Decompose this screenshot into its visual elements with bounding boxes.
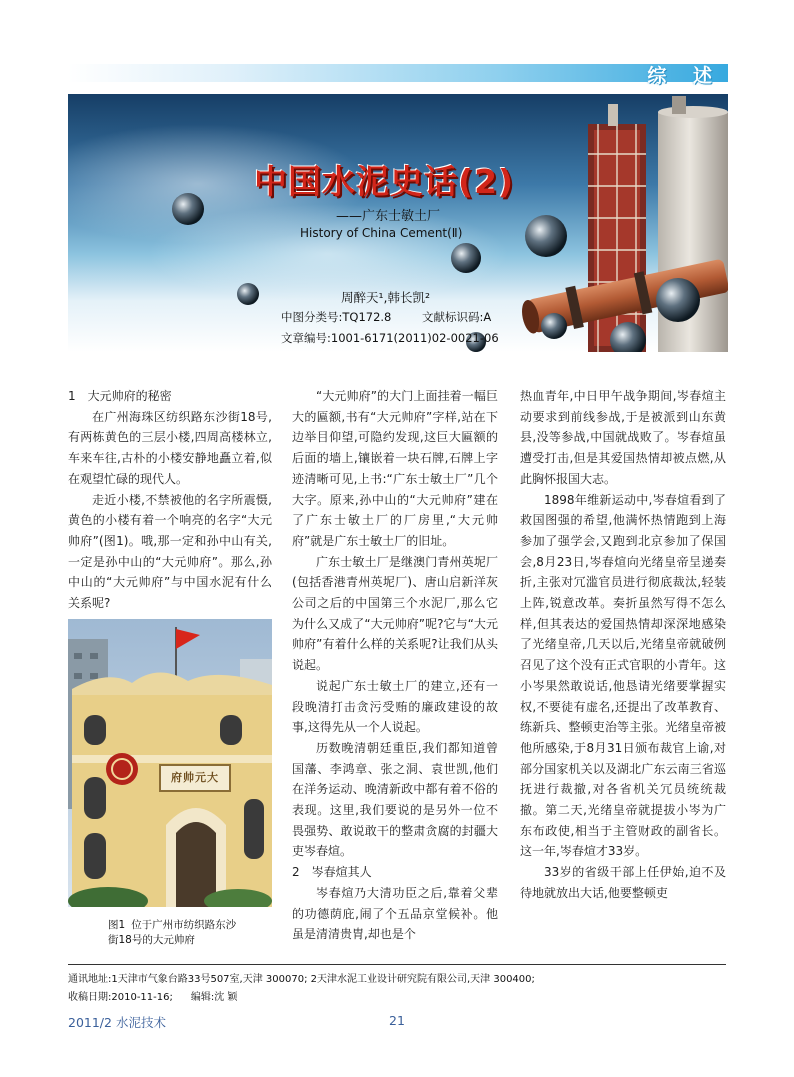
footnote-dates xyxy=(68,988,237,1003)
paragraph: 走近小楼,不禁被他的名字所震慑,黄色的小楼有着一个响亮的名字“大元帅府”(图1)。哦,那一定和孙中山有关,一定是孙中山的“大元帅府”。那么,孙中山的“大元帅府”与中国水泥有什么关系呢? xyxy=(68,492,272,611)
column-3 xyxy=(520,386,726,904)
section-header-bar xyxy=(68,64,728,87)
sphere-decoration xyxy=(541,313,567,339)
paragraph: 历数晚清朝廷重臣,我们都知道曾国藩、李鸿章、张之洞、袁世凯,他们在洋务运动、晚清新政中都有着不俗的表现。这里,我们要说的是另外一位不畏强势、敢说敢干的整肃贪腐的封疆大吏岑春煊。 xyxy=(292,740,498,859)
figure-1-photo xyxy=(68,619,272,907)
sphere-decoration xyxy=(237,283,259,305)
editor: 编辑:沈 颖 xyxy=(190,992,238,1003)
sphere-decoration xyxy=(451,243,481,273)
page-number: 21 xyxy=(389,1013,405,1028)
journal-footer: 2011/2 水泥技术 xyxy=(68,1015,166,1030)
paragraph: “大元帅府”的大门上面挂着一幅巨大的匾额,书有“大元帅府”字样,站在下边举目仰望,可隐约发现,这巨大匾额的后面的墙上,镶嵌着一块石牌,石牌上字迹清晰可见,上书:“广东士敏土厂”几个大字。原来,孙中山的“大元帅府”建在了广东士敏土厂的厂房里,“大元帅府”就是广东士敏土厂的旧址。 xyxy=(292,389,498,548)
section-tag: 综 述 xyxy=(647,65,722,87)
article-number: 文章编号:1001-6171(2011)02-0021-06 xyxy=(281,331,499,345)
article-subtitle: ——广东士敏土厂 xyxy=(336,209,441,224)
paragraph: 广东士敏土厂是继澳门青州英坭厂(包括香港青州英坭厂)、唐山启新洋灰公司之后的中国第三个水泥厂,那么它为什么又成了“大元帅府”呢?它与“大元帅府”有着什么样的关系呢?让我们从头说起。 xyxy=(292,554,498,673)
figure-caption xyxy=(108,918,238,948)
paragraph: 在广州海珠区纺织路东沙街18号,有两栋黄色的三层小楼,四周高楼林立,车来车往,古朴的小楼安静地矗立着,似在观望忙碌的现代人。 xyxy=(68,409,272,486)
classification-number: 中图分类号:TQ172.8 xyxy=(281,310,392,324)
title-banner xyxy=(68,94,728,352)
column-2 xyxy=(292,386,498,945)
sphere-decoration xyxy=(656,278,700,322)
paragraph: 说起广东士敏土厂的建立,还有一段晚清打击贪污受贿的廉政建设的故事,这得先从一个人说起。 xyxy=(292,678,498,735)
building-illustration xyxy=(68,619,272,907)
figure-label: 图1 xyxy=(108,919,126,931)
paragraph: 33岁的省级干部上任伊始,迫不及待地就放出大话,他要整顿吏 xyxy=(520,865,726,900)
sphere-decoration xyxy=(172,193,204,225)
paragraph: 1898年维新运动中,岑春煊看到了救国图强的希望,他满怀热情跑到上海参加了强学会,又跑到北京参加了保国会,8月23日,岑春煊向光绪皇帝呈递奏折,主张对冗滥官员进行彻底裁汰,轻装上阵,锐意改革。奏折虽然写得不怎么样,但其表达的爱国热情却深深地感染了光绪皇帝,几天以后,光绪皇帝就破例召见了这个没有正式官职的小青年。这小岑果然敢说话,他恳请光绪要掌握实权,不要徒有虚名,还提出了改革教育、练新兵、整顿吏治等主张。光绪皇帝被他所感染,于8月31日颁布裁官上谕,对部分国家机关以及湖北广东云南三省巡抚进行裁撤,对各省机关冗员统统裁撤。第二天,光绪皇帝就提拔小岑为广东布政使,相当于主管财政的副省长。这一年,岑春煊才33岁。 xyxy=(520,492,726,859)
column-1 xyxy=(68,386,272,614)
paragraph: 热血青年,中日甲午战争期间,岑春煊主动要求到前线参战,于是被派到山东黄县,没等参战,中国就战败了。岑春煊虽遭受打击,但是其爱国热情却被点燃,从此胸怀报国大志。 xyxy=(520,389,726,486)
document-code: 文献标识码:A xyxy=(422,310,492,324)
article-title: 中国水泥史话(2) xyxy=(254,162,515,201)
section-heading-1: 1 大元帅府的秘密 xyxy=(68,389,172,403)
section-heading-2: 2 岑春煊其人 xyxy=(292,865,372,880)
figure-caption-text: 位于广州市纺织路东沙街18号的大元帅府 xyxy=(108,919,237,946)
footnote-address: 通讯地址:1天津市气象台路33号507室,天津 300070; 2天津水泥工业设计研究院有限公司,天津 300400; xyxy=(68,974,535,985)
paragraph: 岑春煊乃大清功臣之后,靠着父辈的功德荫庇,闹了个五品京堂候补。他虽是清清贵胄,却也是个 xyxy=(292,885,498,942)
authors: 周醉天¹,韩长凯² xyxy=(341,290,430,305)
footnote-divider xyxy=(68,964,726,965)
sphere-decoration xyxy=(525,215,567,257)
received-date: 收稿日期:2010-11-16; xyxy=(68,992,173,1003)
figure-plaque-text: 府帅元大 xyxy=(171,771,219,784)
english-title: History of China Cement(Ⅱ) xyxy=(300,226,463,240)
